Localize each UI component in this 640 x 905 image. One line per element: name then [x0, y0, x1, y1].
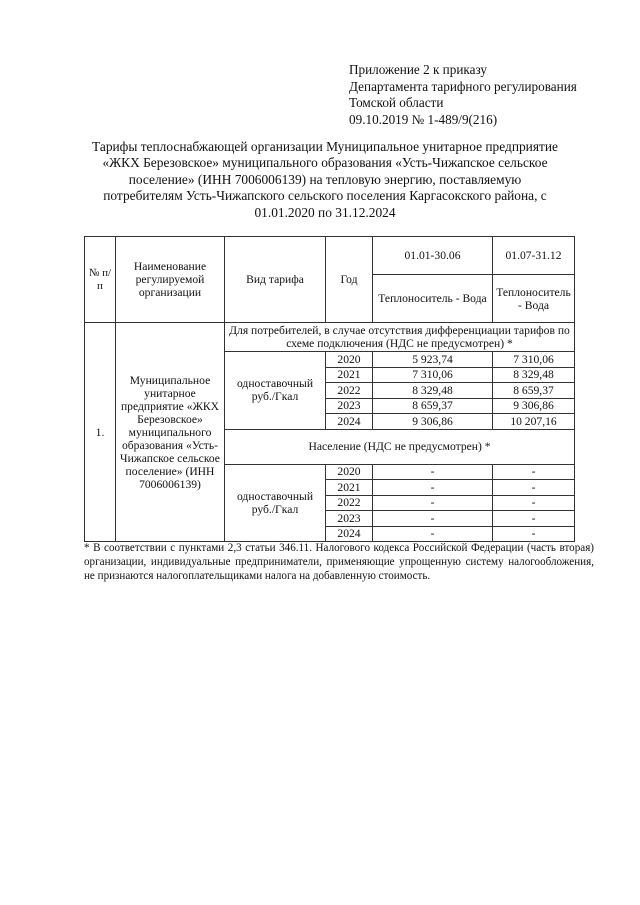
value-cell: -: [493, 511, 575, 527]
header-period-1: 01.01-30.06: [373, 237, 493, 275]
value-cell: 8 329,48: [373, 383, 493, 399]
section-note-consumers: Для потребителей, в случае отсутствия дифференциации тарифов по схеме подключения (НДС не предусмотрен) *: [225, 323, 575, 352]
tariff-label: одноставочный руб./Гкал: [225, 464, 326, 542]
value-cell: 10 207,16: [493, 414, 575, 430]
year-cell: 2023: [326, 511, 373, 527]
appendix-line: Томской области: [349, 95, 444, 110]
value-cell: -: [493, 464, 575, 480]
value-cell: 8 659,37: [493, 383, 575, 399]
header-year: Год: [326, 237, 373, 323]
value-cell: 7 310,06: [373, 367, 493, 383]
year-cell: 2020: [326, 352, 373, 368]
header-period-2: 01.07-31.12: [493, 237, 575, 275]
year-cell: 2022: [326, 383, 373, 399]
value-cell: 8 329,48: [493, 367, 575, 383]
table-header-row: [85, 237, 575, 275]
header-medium-1: Теплоноситель - Вода: [373, 275, 493, 323]
organization-name: Муниципальное унитарное предприятие «ЖКХ Березовское» муниципального образования «Усть-Чижапское сельское поселение» (ИНН 7006006139): [116, 323, 225, 542]
value-cell: 5 923,74: [373, 352, 493, 368]
tariff-table: [84, 236, 575, 542]
value-cell: -: [373, 511, 493, 527]
value-cell: -: [493, 526, 575, 542]
year-cell: 2023: [326, 398, 373, 414]
value-cell: 8 659,37: [373, 398, 493, 414]
appendix-line: Департамента тарифного регулирования: [349, 78, 577, 94]
value-cell: -: [373, 464, 493, 480]
year-cell: 2020: [326, 464, 373, 480]
value-cell: -: [373, 480, 493, 496]
year-cell: 2024: [326, 414, 373, 430]
year-cell: 2024: [326, 526, 373, 542]
value-cell: -: [373, 495, 493, 511]
header-medium-2: Теплоноситель - Вода: [493, 275, 575, 323]
value-cell: -: [493, 480, 575, 496]
document-title: Тарифы теплоснабжающей организации Муниципальное унитарное предприятие «ЖКХ Березовское» муниципального образования «Усть-Чижапское сельское поселение» (ИНН 7006006139) на тепловую энергию, поставляемую потребителям Усть-Чижапского сельского поселения Каргасокского района, с 01.01.2020 по 31.12.2024: [92, 139, 558, 220]
tariff-label: одноставочный руб./Гкал: [225, 352, 326, 430]
value-cell: -: [493, 495, 575, 511]
appendix-header: [349, 62, 577, 128]
header-tariff-type: Вид тарифа: [225, 237, 326, 323]
header-org: Наименование регулируемой организации: [116, 237, 225, 323]
value-cell: 9 306,86: [373, 414, 493, 430]
section-note-population: Население (НДС не предусмотрен) *: [225, 429, 575, 464]
year-cell: 2022: [326, 495, 373, 511]
header-num: № п/п: [85, 237, 116, 323]
footnote: * В соответствии с пунктами 2,3 статьи 346.11. Налогового кодекса Российской Федерации (часть вторая) организации, индивидуальные предприниматели, применяющие упрощенную систему налогообложения, не признаются налогоплательщиками налога на добавленную стоимость.: [84, 542, 594, 582]
year-cell: 2021: [326, 367, 373, 383]
appendix-line: Приложение 2 к приказу: [349, 62, 487, 77]
value-cell: 7 310,06: [493, 352, 575, 368]
value-cell: -: [373, 526, 493, 542]
appendix-date: 09.10.2019 № 1-489/9(216): [349, 111, 498, 127]
table-row: [85, 323, 575, 352]
value-cell: 9 306,86: [493, 398, 575, 414]
row-number: 1.: [85, 323, 116, 542]
year-cell: 2021: [326, 480, 373, 496]
